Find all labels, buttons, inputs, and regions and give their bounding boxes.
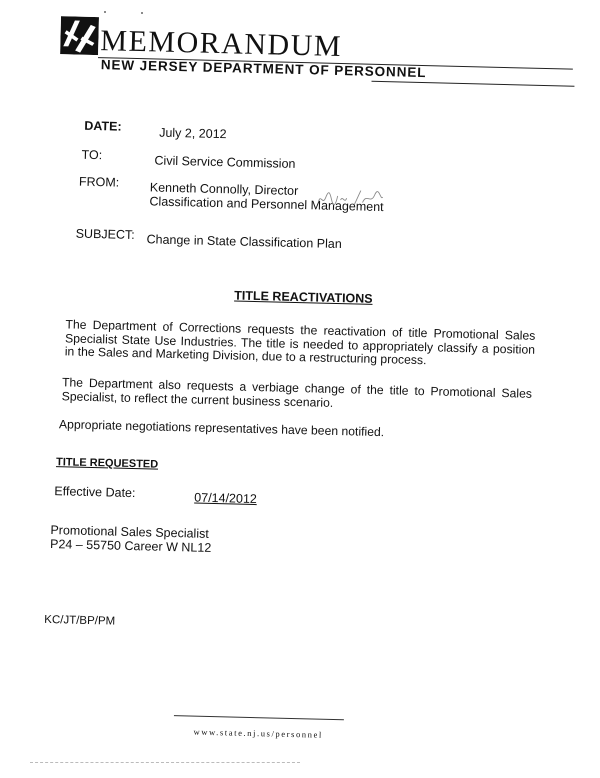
subject-label: SUBJECT:: [75, 226, 135, 243]
date-label: DATE:: [84, 118, 122, 134]
to-value: Civil Service Commission: [154, 153, 296, 171]
initials: KC/JT/BP/PM: [44, 613, 116, 628]
effective-date-label: Effective Date:: [54, 484, 136, 501]
body-paragraph-2: The Department also requests a verbiage change of the title to Promotional Sales Specialist, to reflect the current business scenario.: [61, 375, 533, 410]
letterhead-underline: [371, 81, 574, 87]
title-requested-heading: TITLE REQUESTED: [55, 456, 159, 471]
from-label: FROM:: [78, 174, 120, 190]
scan-streak: [30, 762, 300, 763]
section-heading: TITLE REACTIVATIONS: [234, 288, 373, 306]
to-label: TO:: [81, 147, 103, 163]
requested-title-code: P24 – 55750 Career W NL12: [49, 537, 212, 555]
footer-rule: [174, 715, 344, 720]
from-name: Kenneth Connolly, Director: [149, 180, 299, 198]
from-title: Classification and Personnel Management: [149, 194, 384, 215]
njdop-logo-icon: [60, 16, 99, 55]
effective-date-value: 07/14/2012: [194, 490, 257, 507]
department-name: NEW JERSEY DEPARTMENT OF PERSONNEL: [100, 57, 427, 81]
date-value: July 2, 2012: [159, 125, 227, 142]
body-paragraph-1: The Department of Corrections requests the reactivation of title Promotional Sales Specialist State Use Industries. The title is needed to appropriately classify a position in the Sales and Marketing Division, due to a restructuring process.: [64, 317, 536, 368]
memo-title: MEMORANDUM: [100, 24, 343, 64]
footer-url: www.state.nj.us/personnel: [193, 726, 324, 740]
signature-icon: [316, 185, 385, 211]
requested-title: Promotional Sales Specialist: [50, 523, 209, 541]
body-paragraph-3: Appropriate negotiations representatives have been notified.: [58, 417, 385, 440]
subject-value: Change in State Classification Plan: [146, 232, 342, 252]
